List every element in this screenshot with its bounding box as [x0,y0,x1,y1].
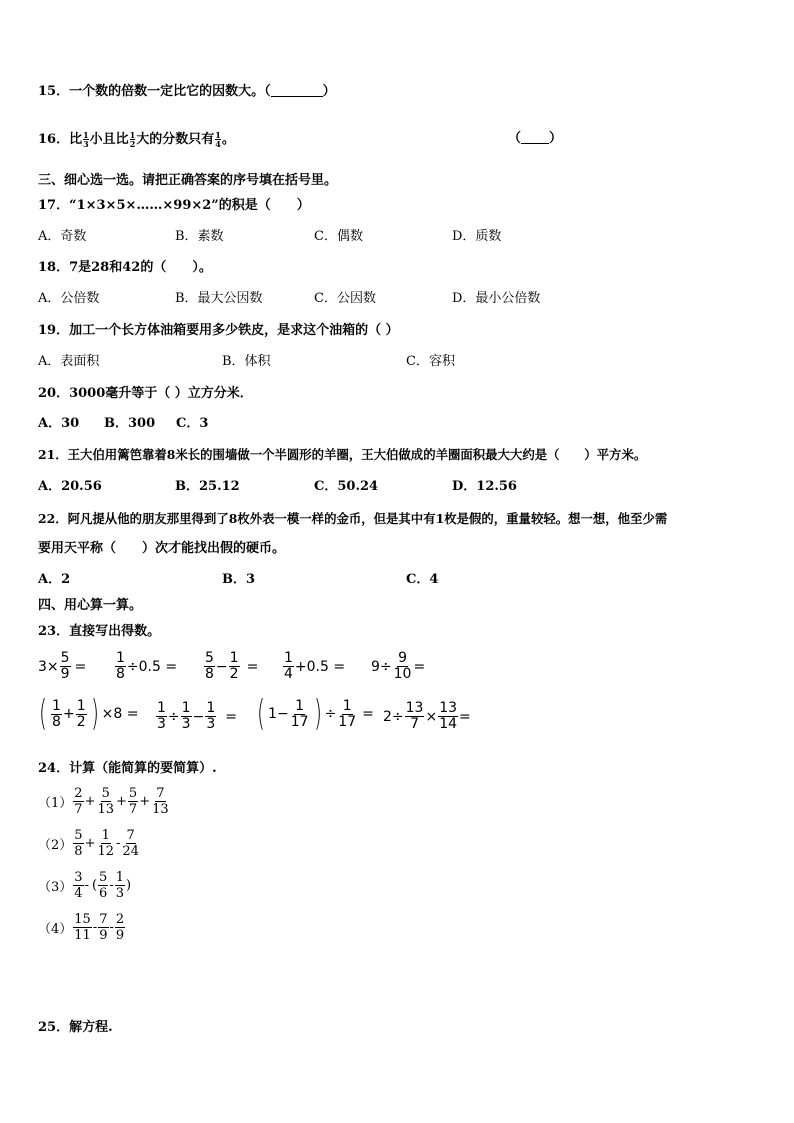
expr-2: $\frac{1}{8}$ ÷0.5 = [116,650,178,682]
option-a[interactable]: A．30 [38,416,80,431]
expr-6: ( 1 8 + $\frac{1}{2}$ ) ×8 = [39,693,139,734]
option-c[interactable]: C．50.24 [314,479,379,494]
option-c[interactable]: C．4 [406,572,439,587]
option-b[interactable]: B．体积 [222,354,271,369]
option-b[interactable]: B．300 [104,416,156,431]
option-c[interactable]: C．公因数 [314,291,376,306]
calc-4: （4） 15 11 - 7 9 - 2 9 [38,912,125,943]
section-3-heading: 三、细心选一选。请把正确答案的序号填在括号里。 [38,173,338,188]
fraction: $\frac{1}{3}$ [83,130,89,149]
q16-answer-paren: （ ） [508,131,563,146]
option-b[interactable]: B．25.12 [175,479,240,494]
expr-8: ( 1− $\frac{1}{17}$ ) ÷ $\frac{1}{17}$ = [257,693,374,734]
option-b[interactable]: B．3 [222,572,256,587]
question-24: 24．计算（能简算的要简算）. [38,761,217,776]
answer-blank[interactable] [521,131,549,144]
question-21: 21．王大伯用篱笆靠着8米长的围墙做一个半圆形的羊圈，王大伯做成的羊圈面积最大大约是（ ）平方米。 [38,447,647,462]
question-25: 25．解方程. [38,1020,113,1035]
fraction: $\frac{1}{4}$ [215,130,221,149]
option-a[interactable]: A．2 [38,572,71,587]
question-16: 16．比 $\frac{1}{3}$ 小且比 $\frac{1}{2}$ 大的分数只有 $\frac{1}{4}$ 。 [38,130,235,149]
option-a[interactable]: A．奇数 [38,229,87,244]
question-19: 19．加工一个长方体油箱要用多少铁皮，是求这个油箱的（ ） [38,323,399,338]
fraction: $\frac{1}{2}$ [129,130,136,149]
question-15: 15．一个数的倍数一定比它的因数大。（ ） [38,84,336,99]
option-a[interactable]: A．表面积 [38,354,100,369]
option-d[interactable]: D．质数 [452,229,502,244]
expr-4: 1 4 +0.5 = [284,650,346,682]
option-d[interactable]: D．12.56 [452,479,517,494]
option-b[interactable]: B．素数 [175,229,224,244]
question-17: 17．“1×3×5×……×99×2”的积是（ ） [38,198,310,213]
question-23: 23．直接写出得数。 [38,624,161,639]
answer-blank[interactable] [271,84,323,97]
expr-3: 5 8 − $\frac{1}{2}$ = [205,650,259,682]
question-20: 20．3000毫升等于（ ）立方分米． [38,386,253,401]
question-18: 18．7是28和42的（ ）。 [38,260,212,275]
option-b[interactable]: B．最大公因数 [175,291,263,306]
section-4-heading: 四、用心算一算。 [38,598,143,613]
expr-5: 9÷ $\frac{9}{10}$ = [371,650,426,682]
expr-7: $\frac{1}{3}$ ÷ $\frac{1}{3}$ − $\frac{1}{3}$ = [157,700,237,732]
option-a[interactable]: A．20.56 [38,479,102,494]
option-c[interactable]: C．容积 [406,354,455,369]
expr-1: 3× $\frac{5}{9}$ = [38,650,87,682]
expr-9: 2÷ $\frac{13}{7}$ × $\frac{13}{14}$ = [383,700,471,732]
calc-1: （1） 2 7 + $\frac{5}{13}$ + $\frac{5}{7}$ + $\frac{7}{13}$ [38,786,169,817]
option-d[interactable]: D．最小公倍数 [452,291,541,306]
q15-text: 15．一个数的倍数一定比它的因数大。（ [38,84,271,99]
option-a[interactable]: A．公倍数 [38,291,100,306]
question-22-line2: 要用天平称（ ）次才能找出假的硬币。 [38,541,286,556]
option-c[interactable]: C．偶数 [314,229,363,244]
option-c[interactable]: C．3 [176,416,209,431]
question-22-line1: 22．阿凡提从他的朋友那里得到了8枚外表一模一样的金币，但是其中有1枚是假的，重量较轻。想一想，他至少需 [38,511,668,526]
calc-2: （2） 5 8 + $\frac{1}{12}$ - 7 24 [38,828,139,859]
calc-3: （3） 3 4 - ( 5 6 - 1 3 ) [38,870,132,901]
